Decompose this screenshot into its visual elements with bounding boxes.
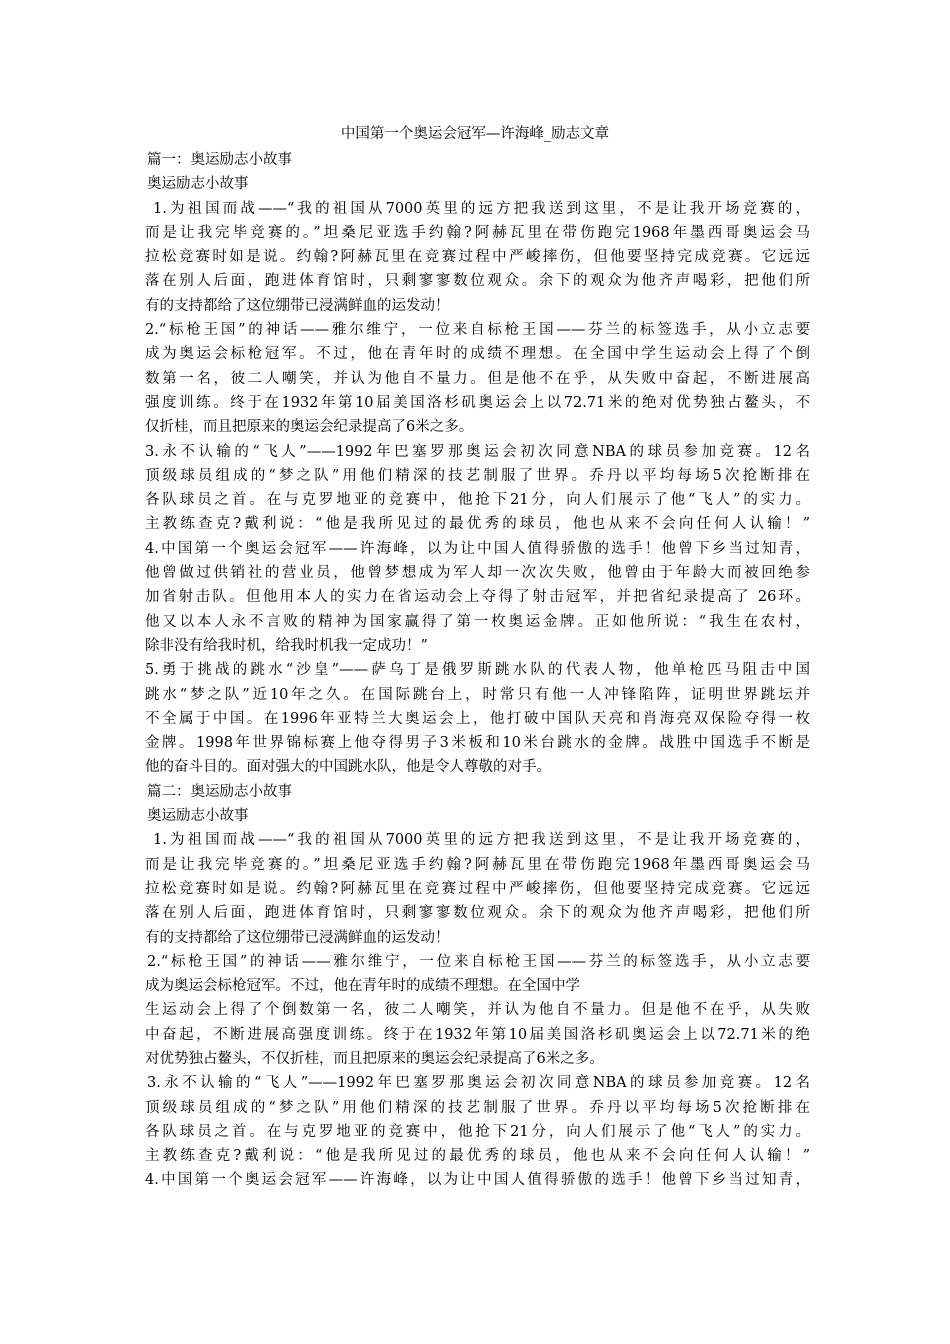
document-title: 中国第一个奥运会冠军—许海峰_励志文章 — [340, 126, 610, 142]
text-line: 对优势独占鳌头，不仅折桂，而且把原来的奥运会纪录提高了6米之多。 — [145, 1050, 604, 1067]
text-line: 落在别人后面，跑进体育馆时，只剩寥寥数位观众。余下的观众为他齐声喝彩，把他们所 — [145, 273, 810, 290]
section-subheading: 奥运励志小故事 — [147, 808, 249, 825]
text-line: 主教练查克?戴利说：“他是我所见过的最优秀的球员，他也从来不会向任何人认输！” — [145, 516, 810, 533]
text-line: 顶级球员组成的“梦之队”用他们精深的技艺制服了世界。乔丹以平均每场5次抢断排在 — [145, 1099, 810, 1116]
text-line: 他的奋斗目的。面对强大的中国跳水队，他是令人尊敬的对手。 — [145, 759, 551, 776]
section-subheading: 奥运励志小故事 — [147, 176, 249, 193]
text-line: 2.“标枪王国”的神话——雅尔维宁，一位来自标枪王国——芬兰的标签选手，从小立志要 — [147, 953, 810, 970]
section-heading: 篇一：奥运励志小故事 — [147, 152, 292, 168]
text-line: 落在别人后面，跑进体育馆时，只剩寥寥数位观众。余下的观众为他齐声喝彩，把他们所 — [145, 905, 810, 922]
text-line: 强度训练。终于在1932年第10届美国洛杉矶奥运会上以72.71米的绝对优势独占鳌头，不 — [145, 394, 810, 411]
text-line: 加省射击队。但他用本人的实力在省运动会上夺得了射击冠军，并把省纪录提高了 26环。 — [145, 589, 810, 606]
text-line: 有的支持都给了这位绷带已浸满鲜血的运发动！ — [145, 297, 450, 314]
text-line: 4.中国第一个奥运会冠军——许海峰，以为让中国人值得骄傲的选手！他曾下乡当过知青， — [145, 540, 810, 557]
text-line: 他曾做过供销社的营业员，他曾梦想成为军人却一次次失败，他曾由于年龄大而被回绝参 — [145, 565, 810, 582]
text-line: 3.永不认输的“飞人”——1992年巴塞罗那奥运会初次同意NBA的球员参加竞赛。12名 — [145, 443, 810, 460]
text-line: 有的支持都给了这位绷带已浸满鲜血的运发动！ — [145, 929, 450, 946]
text-line: 2.“标枪王国”的神话——雅尔维宁，一位来自标枪王国——芬兰的标签选手，从小立志要 — [145, 322, 810, 339]
section-heading: 篇二：奥运励志小故事 — [147, 783, 292, 800]
text-line: 1.为祖国而战——“我的祖国从7000英里的远方把我送到这里，不是让我开场竞赛的， — [153, 200, 810, 217]
text-line: 生运动会上得了个倒数第一名，彼二人嘲笑，并认为他自不量力。但是他不在乎，从失败 — [145, 1002, 810, 1019]
text-line: 1.为祖国而战——“我的祖国从7000英里的远方把我送到这里，不是让我开场竞赛的， — [153, 832, 810, 849]
text-line: 数第一名，彼二人嘲笑，并认为他自不量力。但是他不在乎，从失败中奋起，不断进展高 — [145, 370, 810, 387]
text-line: 而是让我完毕竞赛的。”坦桑尼亚选手约翰?阿赫瓦里在带伤跑完1968年墨西哥奥运会马 — [145, 224, 810, 241]
text-line: 拉松竞赛时如是说。约翰?阿赫瓦里在竞赛过程中严峻摔伤，但他要坚持完成竞赛。它远远 — [145, 249, 810, 266]
text-line: 他又以本人永不言败的精神为国家赢得了第一枚奥运金牌。正如他所说：“我生在农村， — [145, 613, 810, 630]
text-line: 3.永不认输的“飞人”——1992年巴塞罗那奥运会初次同意NBA的球员参加竞赛。12名 — [147, 1075, 810, 1092]
text-line: 而是让我完毕竞赛的。”坦桑尼亚选手约翰?阿赫瓦里在带伤跑完1968年墨西哥奥运会马 — [145, 856, 810, 873]
text-line: 仅折桂，而且把原来的奥运会纪录提高了6米之多。 — [145, 419, 474, 436]
text-line: 成为奥运会标枪冠军。不过，他在青年时的成绩不理想。在全国中学 — [145, 978, 580, 995]
text-line: 金牌。1998年世界锦标赛上他夺得男子3米板和10米台跳水的金牌。战胜中国选手不断是 — [145, 735, 810, 752]
text-line: 跳水“梦之队”近10年之久。在国际跳台上，时常只有他一人冲锋陷阵，证明世界跳坛并 — [145, 686, 810, 703]
text-line: 4.中国第一个奥运会冠军——许海峰，以为让中国人值得骄傲的选手！他曾下乡当过知青， — [145, 1172, 810, 1189]
text-line: 拉松竞赛时如是说。约翰?阿赫瓦里在竞赛过程中严峻摔伤，但他要坚持完成竞赛。它远远 — [145, 880, 810, 897]
text-line: 主教练查克?戴利说：“他是我所见过的最优秀的球员，他也从来不会向任何人认输！” — [145, 1148, 810, 1165]
text-line: 各队球员之首。在与克罗地亚的竞赛中，他抢下21分，向人们展示了他“飞人”的实力。 — [145, 1123, 810, 1140]
text-line: 顶级球员组成的“梦之队”用他们精深的技艺制服了世界。乔丹以平均每场5次抢断排在 — [145, 467, 810, 484]
text-line: 成为奥运会标枪冠军。不过，他在青年时的成绩不理想。在全国中学生运动会上得了个倒 — [145, 346, 810, 363]
text-line: 各队球员之首。在与克罗地亚的竞赛中，他抢下21分，向人们展示了他“飞人”的实力。 — [145, 492, 810, 509]
text-line: 除非没有给我时机，给我时机我一定成功！” — [145, 637, 428, 654]
text-line: 中奋起，不断进展高强度训练。终于在1932年第10届美国洛杉矶奥运会上以72.71米的绝 — [145, 1026, 810, 1043]
text-line: 不全属于中国。在1996年亚特兰大奥运会上，他打破中国队天亮和肖海亮双保险夺得一枚 — [145, 710, 810, 727]
document-body — [145, 148, 810, 1193]
text-line: 5.勇于挑战的跳水“沙皇”——萨乌丁是俄罗斯跳水队的代表人物，他单枪匹马阻击中国 — [145, 662, 810, 679]
